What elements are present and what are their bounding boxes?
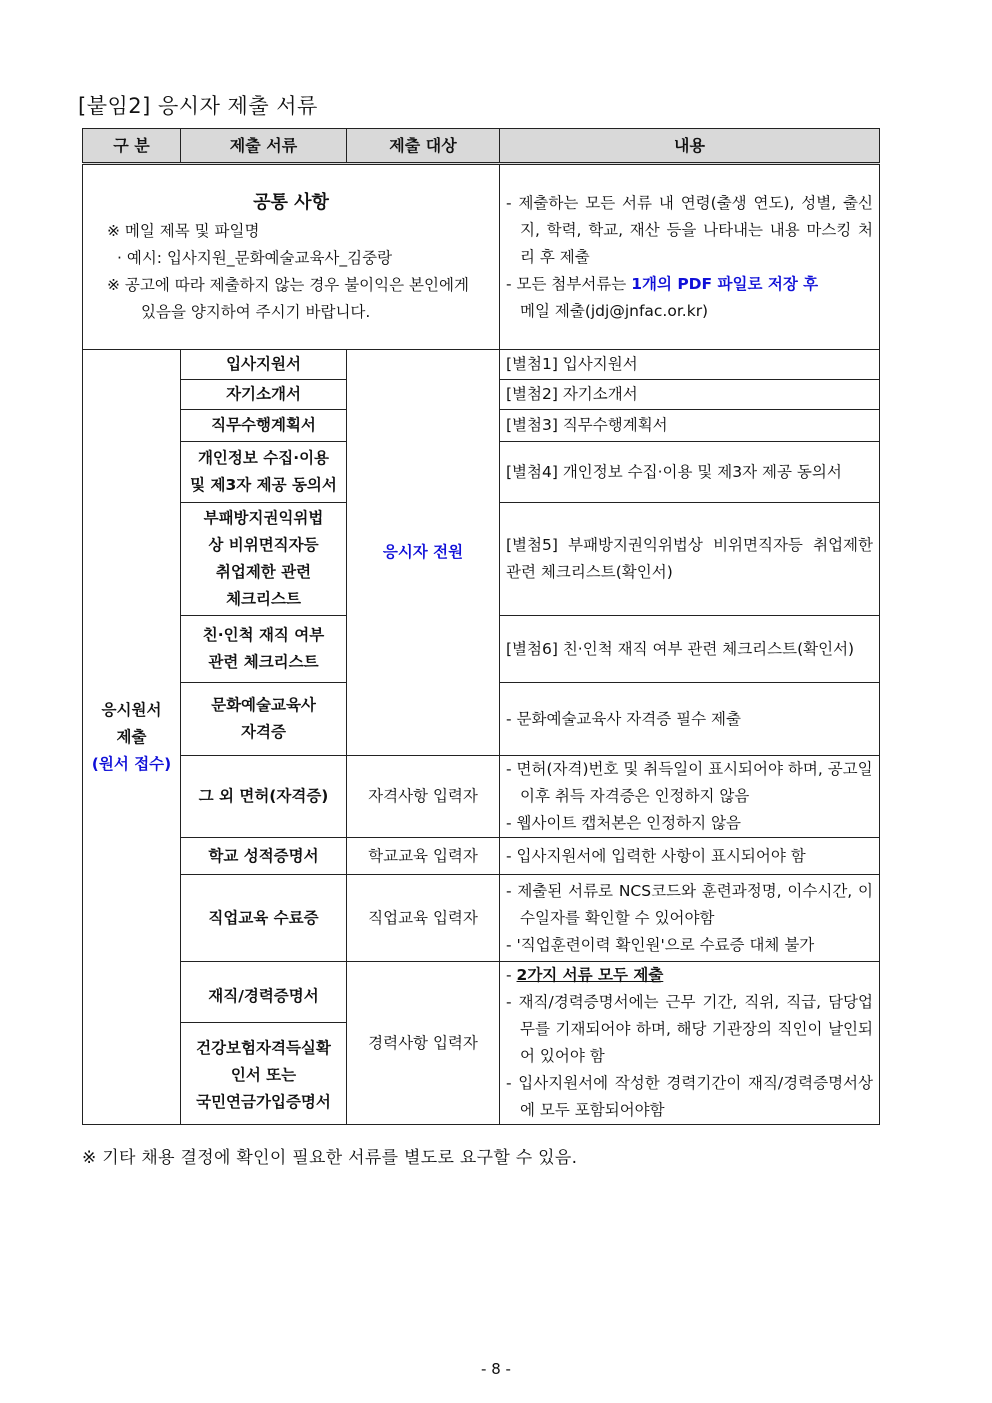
doc-cell: 직업교육 수료증 — [181, 875, 347, 962]
category-line-1: 응시원서 — [101, 700, 162, 719]
doc-cell: 그 외 면허(자격증) — [181, 756, 347, 838]
doc-line: 체크리스트 — [226, 590, 301, 608]
content-cell — [500, 875, 880, 962]
content-line: - 면허(자격)번호 및 취득일이 표시되어야 하며, 공고일 이후 취득 자격증은 인정하지 않음 — [506, 760, 873, 805]
doc-line: 부패방지권익위법 — [203, 509, 324, 527]
category-cell — [83, 350, 181, 1125]
doc-cell — [181, 683, 347, 756]
common-line: 있음을 양지하여 주시기 바랍니다. — [141, 302, 371, 321]
header-content: 내용 — [500, 129, 880, 164]
content-cell: - 문화예술교육사 자격증 필수 제출 — [500, 683, 880, 756]
doc-line: 및 제3자 제공 동의서 — [190, 476, 337, 494]
common-notes-cell — [83, 164, 500, 350]
content-line: - 재직/경력증명서에는 근무 기간, 직위, 직급, 담당업무를 기재되어야 하며, 해당 기관장의 직인이 날인되어 있어야 함 — [506, 993, 873, 1065]
doc-cell — [181, 442, 347, 503]
content-cell: [별첨4] 개인정보 수집·이용 및 제3자 제공 동의서 — [500, 442, 880, 503]
document-title: [붙임2] 응시자 제출 서류 — [78, 94, 318, 118]
header-target: 제출 대상 — [347, 129, 500, 164]
content-cell: - 입사지원서에 입력한 사항이 표시되어야 함 — [500, 838, 880, 875]
common-title: 공통 사항 — [253, 191, 329, 213]
content-cell: - 2가지 서류 모두 제출 - 재직/경력증명서에는 근무 기간, 직위, 직급, 담당업무를 기재되어야 하며, 해당 기관장의 직인이 날인되어 있어야 함 - 입사지원서에 작성한 경력기간이 재직/경력증명서상에 모두 포함되어야함 — [500, 962, 880, 1125]
doc-cell: 입사지원서 — [181, 350, 347, 380]
content-line: 2가지 서류 모두 제출 — [516, 966, 664, 984]
common-content-2a: - 모든 첨부서류는 — [506, 274, 632, 293]
doc-line: 개인정보 수집·이용 — [197, 449, 330, 467]
doc-line: 관련 체크리스트 — [208, 653, 319, 671]
doc-cell — [181, 962, 347, 1125]
page-number: - 8 - — [481, 1360, 511, 1378]
doc-line: 건강보험자격득실확 — [196, 1039, 331, 1057]
content-cell: [별첨1] 입사지원서 — [500, 350, 880, 380]
footnote: ※ 기타 채용 결정에 확인이 필요한 서류를 별도로 요구할 수 있음. — [82, 1148, 578, 1168]
doc-line: 취업제한 관련 — [215, 563, 312, 581]
content-cell: [별첨3] 직무수행계획서 — [500, 410, 880, 442]
doc-cell — [181, 503, 347, 616]
target-cell: 직업교육 입력자 — [347, 875, 500, 962]
target-all-cell: 응시자 전원 — [347, 350, 500, 756]
content-line: - 입사지원서에 작성한 경력기간이 재직/경력증명서상에 모두 포함되어야함 — [506, 1074, 873, 1119]
table-header-row — [83, 129, 880, 164]
doc-cell: 자기소개서 — [181, 380, 347, 410]
common-line: ※ 메일 제목 및 파일명 — [107, 221, 260, 240]
doc-line: 재직/경력증명서 — [181, 970, 346, 1023]
common-line: · 예시: 입사지원_문화예술교육사_김중랑 — [117, 248, 393, 267]
header-category: 구 분 — [83, 129, 181, 164]
doc-line: 상 비위면직자등 — [208, 536, 319, 554]
category-line-2: 제출 — [116, 727, 147, 746]
doc-line: 인서 또는 — [230, 1066, 297, 1084]
doc-cell — [181, 616, 347, 683]
content-line: - 웹사이트 캡처본은 인정하지 않음 — [506, 814, 741, 832]
content-cell: [별첨6] 친·인척 재직 여부 관련 체크리스트(확인서) — [500, 616, 880, 683]
content-cell: [별첨5] 부패방지권익위법상 비위면직자등 취업제한 관련 체크리스트(확인서) — [500, 503, 880, 616]
doc-cell: 학교 성적증명서 — [181, 838, 347, 875]
common-row — [83, 164, 880, 350]
table-row — [83, 756, 880, 838]
doc-line: 문화예술교육사 — [211, 696, 316, 714]
common-content-cell — [500, 164, 880, 350]
table-row — [83, 838, 880, 875]
doc-line: 친·인척 재직 여부 — [202, 626, 325, 644]
table-row — [83, 350, 880, 380]
common-content-2c: 메일 제출(jdj@jnfac.or.kr) — [520, 301, 709, 320]
category-line-3: (원서 접수) — [91, 754, 172, 773]
header-documents: 제출 서류 — [181, 129, 347, 164]
target-cell: 학교교육 입력자 — [347, 838, 500, 875]
common-content-2b: 1개의 PDF 파일로 저장 후 — [631, 274, 819, 293]
table-row — [83, 962, 880, 1125]
content-line: - 제출된 서류로 NCS코드와 훈련과정명, 이수시간, 이수일자를 확인할 수 있어야함 — [506, 881, 873, 927]
content-cell — [500, 756, 880, 838]
common-line: ※ 공고에 따라 제출하지 않는 경우 불이익은 본인에게 — [107, 275, 469, 294]
table-row — [83, 875, 880, 962]
content-cell: [별첨2] 자기소개서 — [500, 380, 880, 410]
doc-line: 자격증 — [241, 723, 286, 741]
common-content-1: - 제출하는 모든 서류 내 연령(출생 연도), 성별, 출신지, 학력, 학교, 재산 등을 나타내는 내용 마스킹 처리 후 제출 — [506, 193, 873, 266]
target-cell: 자격사항 입력자 — [347, 756, 500, 838]
doc-cell: 직무수행계획서 — [181, 410, 347, 442]
document-table — [82, 128, 880, 1125]
content-line: - '직업훈련이력 확인원'으로 수료증 대체 불가 — [506, 935, 815, 954]
target-cell: 경력사항 입력자 — [347, 962, 500, 1125]
doc-line: 국민연금가입증명서 — [196, 1093, 331, 1111]
